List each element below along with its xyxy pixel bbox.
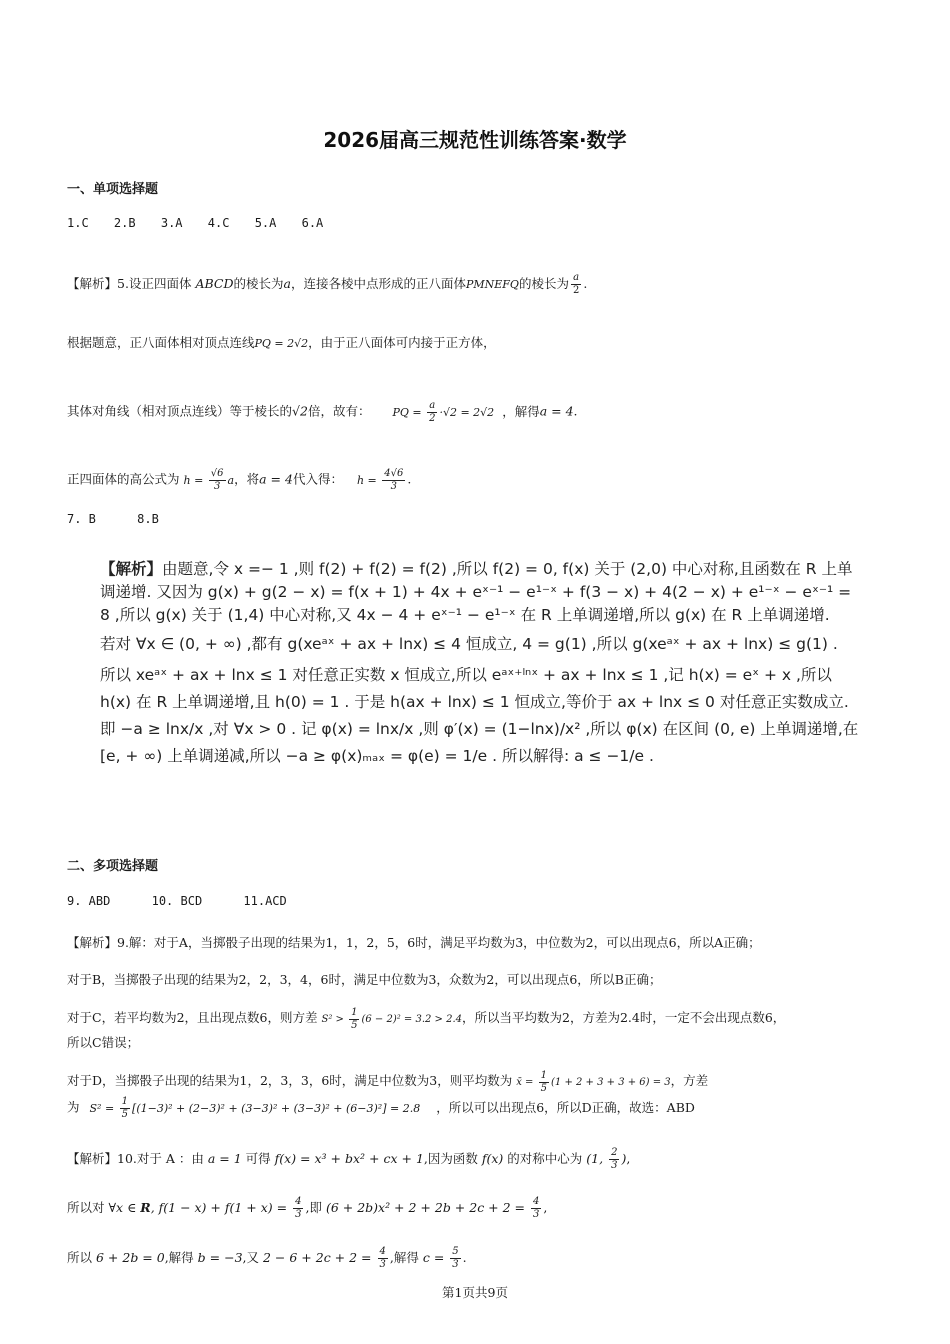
q5-line-4: 正四面体的高公式为 h = $\frac{√6}{3}$ a，将a = 4代入得： h = $\frac{4√6}{3}$ . bbox=[67, 468, 412, 492]
math-formula: a = 4 bbox=[539, 403, 574, 419]
answer-list-9-11 bbox=[67, 894, 880, 908]
math-formula: ∀x ∈ R, f(1 − x) + f(1 + x) = $\frac{4}{3}$ bbox=[108, 1196, 302, 1220]
math-formula: ABCD bbox=[195, 276, 234, 291]
math-formula: √2 bbox=[292, 403, 308, 419]
math-formula: a bbox=[283, 276, 291, 291]
answer-item: 2.B bbox=[113, 216, 136, 230]
q10-line-3: 所以 6 + 2b = 0,解得 b = −3,又 2 − 6 + 2c + 2 = $\frac{4}{3}$ ,解得 c = $\frac{5}{3}$ . bbox=[67, 1246, 467, 1270]
answer-item: 4.C bbox=[207, 216, 230, 230]
q8-explanation bbox=[100, 558, 860, 770]
math-formula: f(x) bbox=[481, 1151, 504, 1166]
math-formula: (1, $\frac{2}{3}$ ) bbox=[586, 1147, 627, 1171]
q9-line-6: 为 S² = $\frac{1}{5}$ [(1−3)² + (2−3)² + (3−3)² + (3−3)² + (6−3)²] = 2.8 ，所以可以出现点6，所以D正确，故选：ABD bbox=[67, 1096, 695, 1120]
q5-line-2: 根据题意，正八面体相对顶点连线PQ = 2√2，由于正八面体可内接于正方体， bbox=[67, 335, 496, 350]
math-formula: a = 4 bbox=[259, 471, 293, 487]
math-fraction: $\frac{a}{2}$ bbox=[572, 272, 580, 296]
math-formula: b = −3 bbox=[197, 1250, 243, 1265]
q8-paragraph-2: 若对 ∀x ∈ (0, + ∞) ,都有 g(xeᵃˣ + ax + lnx) ≤ 4 恒成立, 4 = g(1) ,所以 g(xeᵃˣ + ax + lnx) ≤ g(1) . bbox=[100, 635, 838, 653]
answer-item: 11.ACD bbox=[243, 894, 287, 908]
answer-item: 9. ABD bbox=[67, 894, 111, 908]
q10-line-1: 【解析】10.对于 A ：由 a = 1 可得 f(x) = x³ + bx² + cx + 1,因为函数 f(x) 的对称中心为 (1, $\frac{2}{3}$ ), bbox=[67, 1147, 631, 1171]
q8-paragraph-1: 由题意,令 x =− 1 ,则 f(2) + f(2) = f(2) ,所以 f(2) = 0, f(x) 关于 (2,0) 中心对称,且函数在 R 上单调递增. 又因为 g(x) + g(2 − x) = f(x + 1) + 4x + eˣ⁻¹ − e¹⁻ˣ + f(3 − x) + 4(2 − x) + e¹⁻ˣ − eˣ⁻¹ = 8 ,所以 g(x) 关于 (1,4) 中心对称,又 4x − 4 + eˣ⁻¹ − e¹⁻ˣ 在 R 上单调递增,所以 g(x) 在 R 上单调递增. bbox=[100, 560, 853, 624]
math-formula: h = $\frac{√6}{3}$ a bbox=[183, 468, 235, 492]
q9-line-3: 对于C，若平均数为2，且出现点数6，则方差 S² > $\frac{1}{5}$ (6 − 2)² = 3.2 > 2.4，所以当平均数为2，方差为2.4时，一定不会出现点数6， bbox=[67, 1007, 786, 1031]
math-formula: x̄ = $\frac{1}{5}$ (1 + 2 + 3 + 3 + 6) = 3 bbox=[516, 1070, 671, 1094]
math-formula: 2 − 6 + 2c + 2 = $\frac{4}{3}$ bbox=[263, 1246, 386, 1270]
section-heading-multi-choice: 二、多项选择题 bbox=[67, 859, 159, 874]
math-formula: PQ = $\frac{a}{2}$ ·√2 = 2√2 bbox=[392, 400, 495, 424]
math-formula: S² = $\frac{1}{5}$ [(1−3)² + (2−3)² + (3−3)² + (3−3)² + (6−3)²] = 2.8 bbox=[89, 1096, 421, 1120]
math-formula: c = $\frac{5}{3}$ bbox=[422, 1246, 459, 1270]
answer-item: 3.A bbox=[160, 216, 183, 230]
math-formula: a = 1 bbox=[207, 1151, 242, 1166]
answer-list-7-8 bbox=[67, 512, 880, 526]
answer-item: 10. BCD bbox=[151, 894, 203, 908]
math-formula: S² > $\frac{1}{5}$ (6 − 2)² = 3.2 > 2.4 bbox=[321, 1007, 463, 1031]
q9-line-5: 对于D，当掷骰子出现的结果为1，2，3，3，6时，满足中位数为3，则平均数为 x̄ = $\frac{1}{5}$ (1 + 2 + 3 + 3 + 6) = 3，方差 bbox=[67, 1070, 709, 1094]
answer-item: 5.A bbox=[254, 216, 277, 230]
answer-item: 1.C bbox=[67, 216, 89, 230]
q9-line-2: 对于B，当掷骰子出现的结果为2，2，3，4，6时，满足中位数为3，众数为2，可以出现点6，所以B正确； bbox=[67, 972, 662, 987]
explanation-tag: 【解析】 bbox=[100, 560, 163, 578]
section-heading-single-choice: 一、单项选择题 bbox=[67, 182, 159, 197]
answer-list-1-6 bbox=[67, 216, 880, 230]
answer-item: 7. B bbox=[67, 512, 96, 526]
math-formula: (6 + 2b)x² + 2 + 2b + 2c + 2 = $\frac{4}{3}$ bbox=[325, 1196, 540, 1220]
math-formula: f(x) = x³ + bx² + cx + 1 bbox=[274, 1151, 424, 1166]
q5-line-1: 【解析】5.设正四面体 ABCD的棱长为a，连接各棱中点形成的正八面体PMNEFQ的棱长为 $\frac{a}{2}$ . bbox=[67, 272, 588, 296]
q9-line-4: 所以C错误； bbox=[67, 1035, 140, 1050]
math-formula: PMNEFQ bbox=[465, 278, 519, 291]
math-formula: 6 + 2b = 0 bbox=[96, 1250, 165, 1265]
q10-line-2: 所以对 ∀x ∈ R, f(1 − x) + f(1 + x) = $\frac{4}{3}$ ,即 (6 + 2b)x² + 2 + 2b + 2c + 2 = $\frac{4}{3}$ , bbox=[67, 1196, 548, 1220]
math-formula: h = $\frac{4√6}{3}$ bbox=[356, 468, 404, 492]
q9-line-1: 【解析】9.解：对于A，当掷骰子出现的结果为1，1，2，5，6时，满足平均数为3，中位数为2，可以出现点6，所以A正确； bbox=[67, 935, 761, 950]
explanation-tag: 【解析】 bbox=[67, 276, 118, 291]
q5-line-3: 其体对角线（相对顶点连线）等于棱长的√2倍，故有： PQ = $\frac{a}{2}$ ·√2 = 2√2 ，解得a = 4. bbox=[67, 400, 578, 424]
page-title: 2026届高三规范性训练答案·数学 bbox=[323, 128, 627, 152]
q8-paragraph-3: 所以 xeᵃˣ + ax + lnx ≤ 1 对任意正实数 x 恒成立,所以 eᵃˣ⁺ˡⁿˣ + ax + lnx ≤ 1 ,记 h(x) = eˣ + x ,所以 h(x) 在 R 上单调递增,且 h(0) = 1 . 于是 h(ax + lnx) ≤ 1 恒成立,等价于 ax + lnx ≤ 0 对任意正实数成立. 即 −a ≥ lnx/x ,对 ∀x > 0 . 记 φ(x) = lnx/x ,则 φ′(x) = (1−lnx)/x² ,所以 φ(x) 在区间 (0, e) 上单调递增,在 [e, + ∞) 上单调递减,所以 −a ≥ φ(x)ₘₐₓ = φ(e) = 1/e . 所以解得: a ≤ −1/e . bbox=[100, 666, 859, 765]
answer-item: 8.B bbox=[137, 512, 159, 526]
answer-item: 6.A bbox=[301, 216, 324, 230]
page-footer: 第1页共9页 bbox=[442, 1285, 508, 1300]
math-formula: PQ = 2√2 bbox=[254, 337, 309, 350]
